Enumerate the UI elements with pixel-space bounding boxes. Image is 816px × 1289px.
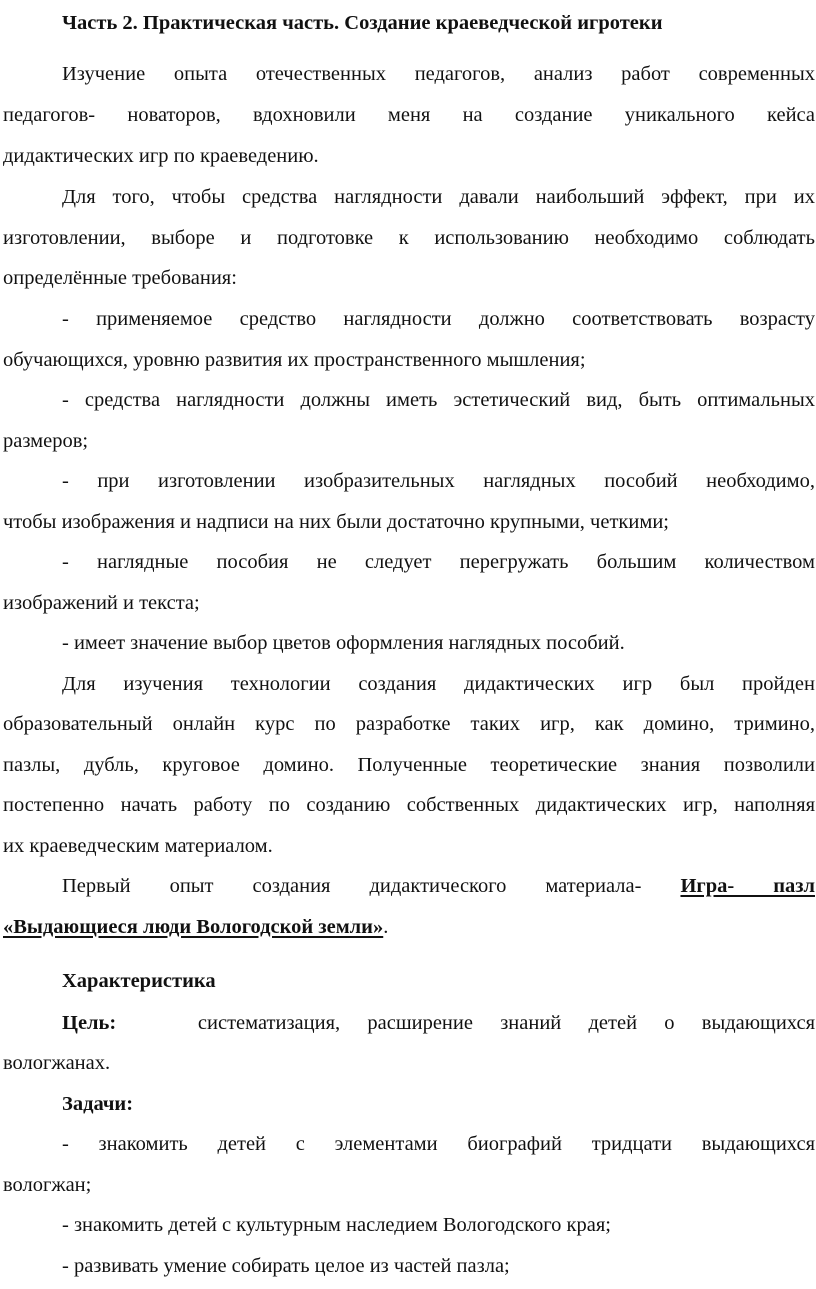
goal-line-1 [62, 1010, 815, 1036]
section-heading: Часть 2. Практическая часть. Создание краеведческой игротеки [62, 12, 663, 34]
paragraph-4-intro: Первый опыт создания дидактического материала- [62, 875, 642, 897]
requirement-5-line-1: - имеет значение выбор цветов оформления наглядных пособий. [62, 632, 625, 654]
paragraph-1-line-2: педагогов- новаторов, вдохновили меня на создание уникального кейса [3, 104, 815, 126]
paragraph-2-line-1: Для того, чтобы средства наглядности давали наибольший эффект, при их [62, 186, 815, 208]
requirement-3-line-1: - при изготовлении изобразительных наглядных пособий необходимо, [62, 470, 815, 492]
paragraph-1-line-1: Изучение опыта отечественных педагогов, анализ работ современных [62, 63, 815, 85]
requirement-2-line-2: размеров; [3, 430, 89, 452]
paragraph-3-line-4: постепенно начать работу по созданию собственных дидактических игр, наполняя [3, 794, 815, 816]
requirement-4-line-2: изображений и текста; [3, 592, 200, 614]
paragraph-3-line-1: Для изучения технологии создания дидактических игр был пройден [62, 673, 815, 695]
characteristics-title: Характеристика [62, 970, 216, 992]
goal-text: систематизация, расширение знаний детей о выдающихся [197, 1012, 815, 1034]
goal-label: Цель: [62, 1012, 117, 1034]
game-title-part-2: «Выдающиеся люди Вологодской земли» [3, 916, 384, 938]
game-title-period: . [383, 916, 389, 938]
paragraph-2-line-3: определённые требования: [3, 267, 237, 289]
task-1-line-2: вологжан; [3, 1174, 92, 1196]
task-1-line-1: - знакомить детей с элементами биографий тридцати выдающихся [62, 1133, 815, 1155]
paragraph-2-line-2: изготовлении, выборе и подготовке к использованию необходимо соблюдать [3, 227, 815, 249]
paragraph-3-line-5: их краеведческим материалом. [3, 835, 273, 857]
requirement-1-line-2: обучающихся, уровню развития их пространственного мышления; [3, 349, 586, 371]
requirement-1-line-1: - применяемое средство наглядности должно соответствовать возрасту [62, 308, 815, 330]
game-title-part-1: Игра- пазл [680, 875, 815, 897]
paragraph-1-line-3: дидактических игр по краеведению. [3, 145, 319, 167]
task-3: - развивать умение собирать целое из частей пазла; [62, 1255, 510, 1277]
requirement-3-line-2: чтобы изображения и надписи на них были достаточно крупными, четкими; [3, 511, 669, 533]
requirement-4-line-1: - наглядные пособия не следует перегружать большим количеством [62, 551, 815, 573]
task-2: - знакомить детей с культурным наследием Вологодского края; [62, 1214, 611, 1236]
goal-line-2: вологжанах. [3, 1052, 111, 1074]
paragraph-4-line-2 [3, 914, 815, 940]
paragraph-3-line-3: пазлы, дубль, круговое домино. Полученные теоретические знания позволили [3, 754, 815, 776]
paragraph-4-line-1 [62, 873, 815, 899]
paragraph-3-line-2: образовательный онлайн курс по разработке таких игр, как домино, тримино, [3, 713, 815, 735]
requirement-2-line-1: - средства наглядности должны иметь эстетический вид, быть оптимальных [62, 389, 815, 411]
tasks-label: Задачи: [62, 1093, 134, 1115]
